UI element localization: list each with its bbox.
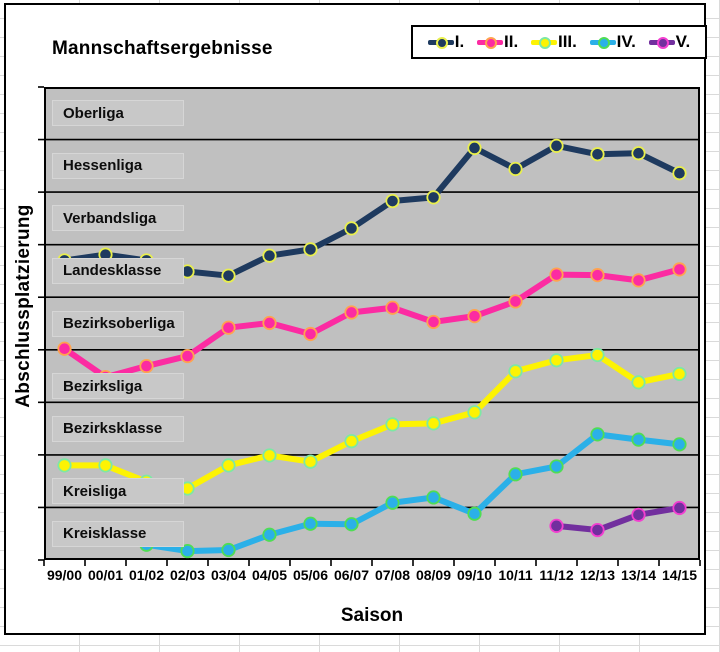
legend-entry	[590, 32, 636, 52]
legend-series-label: I.	[454, 32, 465, 51]
legend-series-marker-icon	[531, 36, 557, 48]
legend-series-label: III.	[557, 32, 577, 51]
league-band-label: Bezirksoberliga	[52, 311, 184, 337]
x-axis-tick-label: 00/01	[87, 567, 124, 583]
x-axis-tick-label: 02/03	[169, 567, 206, 583]
x-axis-tick-label: 12/13	[579, 567, 616, 583]
legend-entry	[428, 32, 464, 52]
y-axis-title: Abschlussplatzierung	[13, 204, 34, 408]
axis-ticks	[36, 85, 708, 569]
chart-title: Mannschaftsergebnisse	[52, 38, 273, 59]
x-axis-tick-label: 14/15	[661, 567, 698, 583]
league-band-label: Kreisklasse	[52, 521, 184, 547]
legend-entry	[531, 32, 577, 52]
x-axis-tick-label: 13/14	[620, 567, 657, 583]
x-axis-tick-label: 01/02	[128, 567, 165, 583]
legend-series-marker-icon	[590, 36, 616, 48]
legend-series-marker-icon	[649, 36, 675, 48]
legend-series-marker-icon	[477, 36, 503, 48]
x-axis-tick-label: 07/08	[374, 567, 411, 583]
legend-series-label: IV.	[616, 32, 636, 51]
x-axis-tick-label: 03/04	[210, 567, 247, 583]
league-band-label: Bezirksklasse	[52, 416, 184, 442]
league-band-label: Hessenliga	[52, 153, 184, 179]
league-band-label: Oberliga	[52, 100, 184, 126]
legend-entry	[649, 32, 691, 52]
legend-series-marker-icon	[428, 36, 454, 48]
x-axis-tick-label: 11/12	[539, 567, 574, 583]
x-axis-tick-label: 99/00	[46, 567, 83, 583]
legend-series-label: V.	[675, 32, 691, 51]
league-band-label: Landesklasse	[52, 258, 184, 284]
x-axis-tick-label: 09/10	[456, 567, 493, 583]
x-axis-tick-label: 06/07	[333, 567, 370, 583]
x-axis-tick-label: 04/05	[251, 567, 288, 583]
league-band-label: Verbandsliga	[52, 205, 184, 231]
x-axis-tick-label: 08/09	[415, 567, 452, 583]
legend-series-label: II.	[504, 32, 519, 51]
league-band-label: Kreisliga	[52, 478, 184, 504]
x-axis-title: Saison	[340, 605, 404, 626]
x-axis-labels	[44, 565, 700, 585]
chart-canvas[interactable]	[4, 3, 706, 635]
legend-entry	[477, 32, 518, 52]
legend	[411, 25, 707, 59]
x-axis-tick-label: 05/06	[292, 567, 329, 583]
league-band-label: Bezirksliga	[52, 373, 184, 399]
x-axis-tick-label: 10/11	[498, 567, 533, 583]
